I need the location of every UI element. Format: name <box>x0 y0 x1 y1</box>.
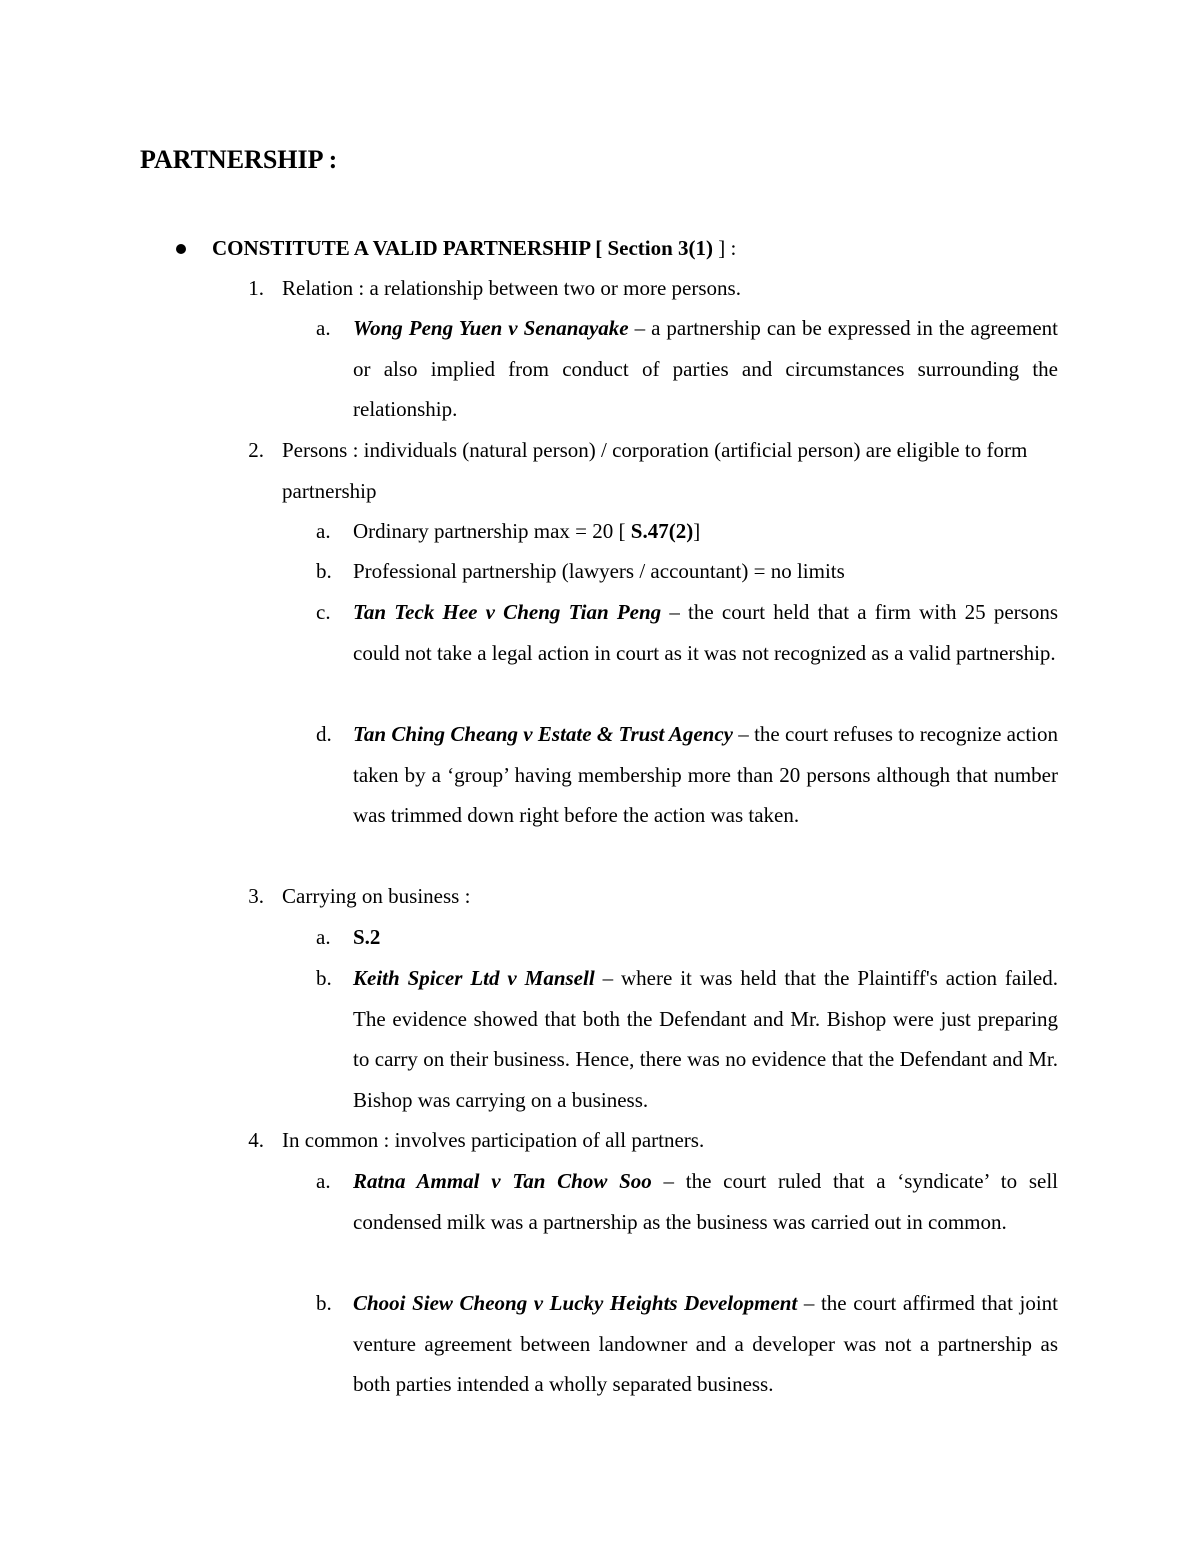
sub-item-ratna-ammal <box>316 1161 1058 1242</box>
sub-marker: a. <box>316 519 331 543</box>
list-item-text: Relation : a relationship between two or more persons. <box>282 276 741 300</box>
case-name: Keith Spicer Ltd v Mansell <box>353 966 595 990</box>
case-name: Ratna Ammal v Tan Chow Soo <box>353 1169 652 1193</box>
list-item-text: Carrying on business : <box>282 884 471 908</box>
sub-item-ordinary-partnership <box>316 511 1058 552</box>
page-title: PARTNERSHIP : <box>140 145 338 174</box>
sub-marker: b. <box>316 1291 332 1315</box>
section-heading-text: CONSTITUTE A VALID PARTNERSHIP [ <box>212 236 603 260</box>
sub-item-tan-teck-hee <box>316 592 1058 673</box>
sub-item-keith-spicer <box>316 958 1058 1120</box>
list-item-in-common <box>248 1120 1058 1161</box>
list-marker: 2. <box>248 438 264 462</box>
sub-marker: a. <box>316 316 331 340</box>
case-name: Wong Peng Yuen v Senanayake <box>353 316 629 340</box>
sub-item-text: – the court affirmed that joint venture agreement between landowner and a developer was not a partnership as both parties intended a wholly separated business. <box>353 1291 1058 1397</box>
sub-item-text: – where it was held that the Plaintiff's action failed. The evidence showed that both the Defendant and Mr. Bishop were just preparing to carry on their business. Hence, there was no evidence that the Defendant and Mr. Bishop was carrying on a business. <box>353 966 1058 1112</box>
list-item-carrying-on-business <box>248 876 1058 917</box>
section-reference: Section 3(1) <box>607 236 714 260</box>
sub-marker: b. <box>316 559 332 583</box>
list-item-relation <box>248 268 1058 309</box>
sub-item-text: – the court refuses to recognize action taken by a ‘group’ having membership more than 20 persons although that number was trimmed down right before the action was taken. <box>353 722 1058 828</box>
sub-item-text: – the court held that a firm with 25 persons could not take a legal action in court as it was not recognized as a valid partnership. <box>353 600 1058 665</box>
section-heading-tail: ] : <box>713 236 737 260</box>
statute-reference: S.47(2) <box>630 519 694 543</box>
list-marker: 4. <box>248 1128 264 1152</box>
sub-item-wong-peng-yuen <box>316 308 1058 430</box>
list-item-persons <box>248 430 1058 511</box>
sub-marker: a. <box>316 925 331 949</box>
list-item-text: Persons : individuals (natural person) / corporation (artificial person) are eligible to form partnership <box>282 438 1028 503</box>
list-item-text: In common : involves participation of all partners. <box>282 1128 705 1152</box>
section-heading-line <box>140 228 1060 268</box>
sub-marker: a. <box>316 1169 331 1193</box>
sub-item-text-pre: Ordinary partnership max = 20 [ <box>353 519 631 543</box>
sub-item-tan-ching-cheang <box>316 714 1058 836</box>
sub-item-section-2 <box>316 917 1058 958</box>
list-marker: 3. <box>248 884 264 908</box>
section-heading <box>212 228 736 268</box>
sub-marker: b. <box>316 966 332 990</box>
statute-reference: S.2 <box>353 925 381 949</box>
case-name: Chooi Siew Cheong v Lucky Heights Development <box>353 1291 798 1315</box>
sub-item-text-post: ] <box>693 519 701 543</box>
bullet-icon <box>176 244 186 254</box>
sub-marker: c. <box>316 600 331 624</box>
sub-item-professional-partnership <box>316 551 1058 592</box>
sub-item-text: – the court ruled that a ‘syndicate’ to sell condensed milk was a partnership as the business was carried out in common. <box>353 1169 1058 1234</box>
case-name: Tan Ching Cheang v Estate & Trust Agency <box>353 722 734 746</box>
case-name: Tan Teck Hee v Cheng Tian Peng <box>353 600 662 624</box>
list-marker: 1. <box>248 276 264 300</box>
sub-item-chooi-siew-cheong <box>316 1283 1058 1405</box>
sub-item-text: – a partnership can be expressed in the agreement or also implied from conduct of parties and circumstances surrounding the relationship. <box>353 316 1058 422</box>
sub-marker: d. <box>316 722 332 746</box>
sub-item-text: Professional partnership (lawyers / accountant) = no limits <box>353 559 845 583</box>
